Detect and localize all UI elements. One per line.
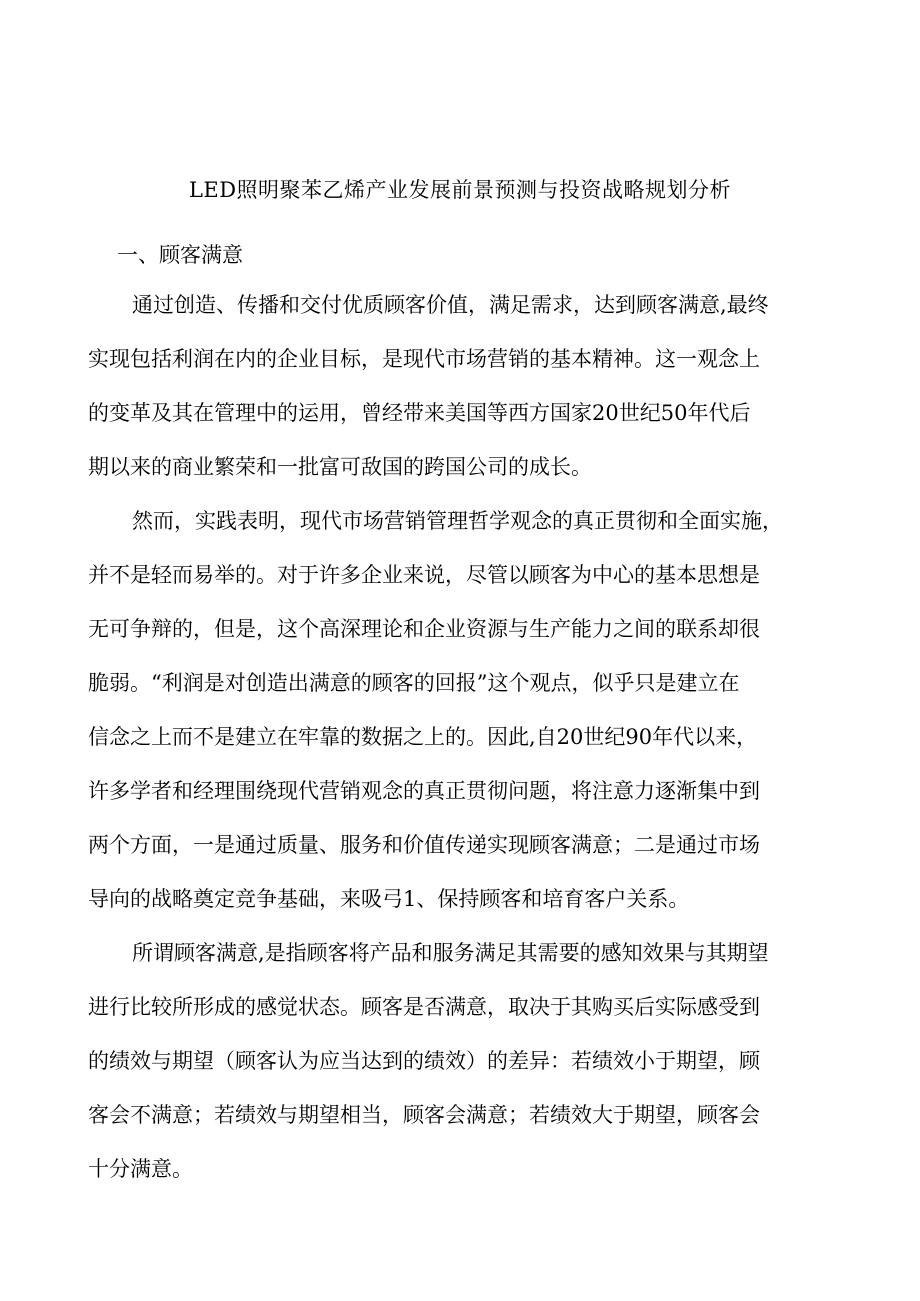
- text-line: 所谓顾客满意,是指顾客将产品和服务满足其需要的感知效果与其期望: [132, 941, 769, 965]
- text-line: 客会不满意；若绩效与期望相当，顾客会满意；若绩效大于期望，顾客会: [88, 1103, 760, 1127]
- text-line: 无可争辩的，但是，这个高深理论和企业资源与生产能力之间的联系却很: [88, 617, 760, 641]
- paragraph-3: [88, 933, 848, 1203]
- text-line: 导向的战略奠定竞争基础，来吸弓1、保持顾客和培育客户关系。: [88, 887, 690, 911]
- text-line: 并不是轻而易举的。对于许多企业来说，尽管以顾客为中心的基本思想是: [88, 563, 760, 587]
- document-title: LED照明聚苯乙烯产业发展前景预测与投资战略规划分析: [188, 178, 732, 202]
- text-line: 进行比较所形成的感觉状态。顾客是否满意，取决于其购买后实际感受到: [88, 995, 760, 1019]
- text-line: 十分满意。: [88, 1157, 193, 1181]
- text-line: 期以来的商业繁荣和一批富可敌国的跨国公司的成长。: [88, 455, 592, 479]
- text-line: 信念之上而不是建立在牢靠的数据之上的。因此,自20世纪90年代以来，: [88, 725, 758, 749]
- text-line: 脆弱。“利润是对创造出满意的顾客的回报”这个观点，似乎只是建立在: [88, 671, 740, 695]
- text-line: 通过创造、传播和交付优质顾客价值，满足需求，达到顾客满意,最终: [132, 293, 769, 317]
- text-line: 两个方面，一是通过质量、服务和价值传递实现顾客满意；二是通过市场: [88, 833, 760, 857]
- paragraph-1: [88, 285, 848, 501]
- text-line: 的绩效与期望（顾客认为应当达到的绩效）的差异：若绩效小于期望，顾: [88, 1049, 760, 1073]
- section-heading: 一、顾客满意: [117, 243, 243, 267]
- text-line: 许多学者和经理围绕现代营销观念的真正贯彻问题，将注意力逐渐集中到: [88, 779, 760, 803]
- text-line: 实现包括利润在内的企业目标，是现代市场营销的基本精神。这一观念上: [88, 347, 760, 371]
- text-line: 然而，实践表明，现代市场营销管理哲学观念的真正贯彻和全面实施，: [132, 509, 783, 533]
- text-line: 的变革及其在管理中的运用，曾经带来美国等西方国家20世纪50年代后: [88, 401, 751, 425]
- body-text: [88, 285, 848, 1203]
- paragraph-2: [88, 501, 848, 933]
